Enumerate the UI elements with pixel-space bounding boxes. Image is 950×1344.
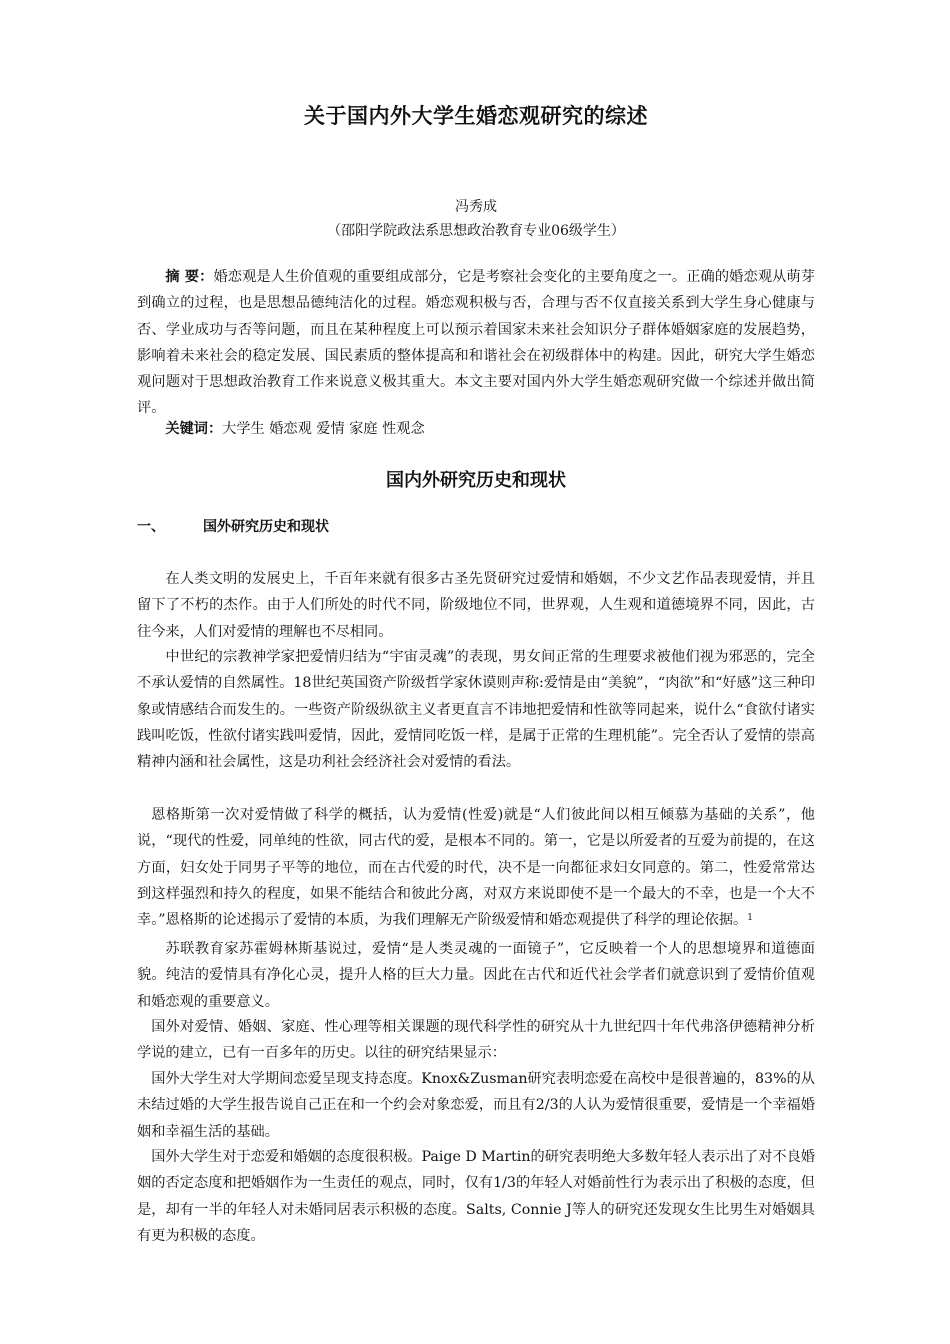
author-affiliation: （邵阳学院政法系思想政治教育专业06级学生）: [327, 223, 625, 239]
paper-title: 关于国内外大学生婚恋观研究的综述: [304, 104, 648, 128]
body-paragraph: 中世纪的宗教神学家把爱情归结为“宇宙灵魂”的表现，男女间正常的生理要求被他们视为邪恶的，完全不承认爱情的自然属性。18世纪英国资产阶级哲学家休谟则声称:爱情是由“美貌”，“肉欲”和“好感”这三种印象或情感结合而发生的。一些资产阶级纵欲主义者更直言不讳地把爱情和性欲等同起来，说什么“食欲付诸实践叫吃饭，性欲付诸实践叫爱情，因此，爱情同吃饭一样，是属于正常的生理机能”。完全否认了爱情的崇高精神内涵和社会属性，这是功利社会经济社会对爱情的看法。: [137, 649, 815, 771]
subsection-title: 国外研究历史和现状: [203, 519, 329, 535]
author-name: 冯秀成: [455, 199, 497, 215]
keywords-text: 大学生 婚恋观 爱情 家庭 性观念: [222, 421, 425, 437]
subsection-heading: [137, 516, 329, 536]
body-paragraph: 在人类文明的发展史上，千百年来就有很多古圣先贤研究过爱情和婚姻，不少文艺作品表现爱情，并且留下了不朽的杰作。由于人们所处的时代不同，阶级地位不同，世界观，人生观和道德境界不同，因此，古往今来，人们对爱情的理解也不尽相同。: [137, 571, 815, 640]
body-paragraph: 国外对爱情、婚姻、家庭、性心理等相关课题的现代科学性的研究从十九世纪四十年代弗洛伊德精神分析学说的建立，已有一百多年的历史。以往的研究结果显示：: [137, 1019, 815, 1062]
abstract-label: 摘 要：: [165, 269, 214, 285]
body-paragraph: 国外大学生对于恋爱和婚姻的态度很积极。Paige D Martin的研究表明绝大多数年轻人表示出了对不良婚姻的否定态度和把婚姻作为一生责任的观点，同时，仅有1/3的年轻人对婚前性行为表示出了积极的态度，但是，却有一半的年轻人对未婚同居表示积极的态度。Salts, Connie J等人的研究还发现女生比男生对婚姻具有更为积极的态度。: [137, 1149, 815, 1244]
footnote-ref: 1: [747, 913, 753, 924]
body-paragraph: 国外大学生对大学期间恋爱呈现支持态度。Knox&Zusman研究表明恋爱在高校中是很普遍的，83%的从未结过婚的大学生报告说自己正在和一个约会对象恋爱，而且有2/3的人认为爱情很重要，爱情是一个幸福婚姻和幸福生活的基础。: [137, 1071, 815, 1140]
subsection-number: 一、: [137, 519, 165, 535]
abstract-text: 婚恋观是人生价值观的重要组成部分，它是考察社会变化的主要角度之一。正确的婚恋观从萌芽到确立的过程，也是思想品德纯洁化的过程。婚恋观积极与否，合理与否不仅直接关系到大学生身心健康与否、学业成功与否等问题，而且在某种程度上可以预示着国家未来社会知识分子群体婚姻家庭的发展趋势，影响着未来社会的稳定发展、国民素质的整体提高和和谐社会在初级群体中的构建。因此，研究大学生婚恋观问题对于思想政治教育工作来说意义极其重大。本文主要对国内外大学生婚恋观研究做一个综述并做出简评。: [137, 269, 815, 417]
body-paragraph: 苏联教育家苏霍姆林斯基说过，爱情“是人类灵魂的一面镜子”，它反映着一个人的思想境界和道德面貌。纯洁的爱情具有净化心灵，提升人格的巨大力量。因此在古代和近代社会学者们就意识到了爱情价值观和婚恋观的重要意义。: [137, 941, 815, 1010]
abstract: [137, 264, 815, 422]
body-paragraph-text: 恩格斯第一次对爱情做了科学的概括，认为爱情(性爱)就是“人们彼此间以相互倾慕为基础的关系”，他说，“现代的性爱，同单纯的性欲，同古代的爱，是根本不同的。第一，它是以所爱者的互爱为前提的，在这方面，妇女处于同男子平等的地位，而在古代爱的时代，决不是一向都征求妇女同意的。第二，性爱常常达到这样强烈和持久的程度，如果不能结合和彼此分离，对双方来说即使不是一个最大的不幸，也是一个大不幸。”恩格斯的论述揭示了爱情的本质，为我们理解无产阶级爱情和婚恋观提供了科学的理论依据。: [137, 807, 815, 929]
keywords-label: 关键词：: [165, 421, 223, 437]
keywords: [137, 416, 815, 442]
body-paragraph: [137, 802, 815, 933]
section-title: 国内外研究历史和现状: [386, 470, 566, 491]
